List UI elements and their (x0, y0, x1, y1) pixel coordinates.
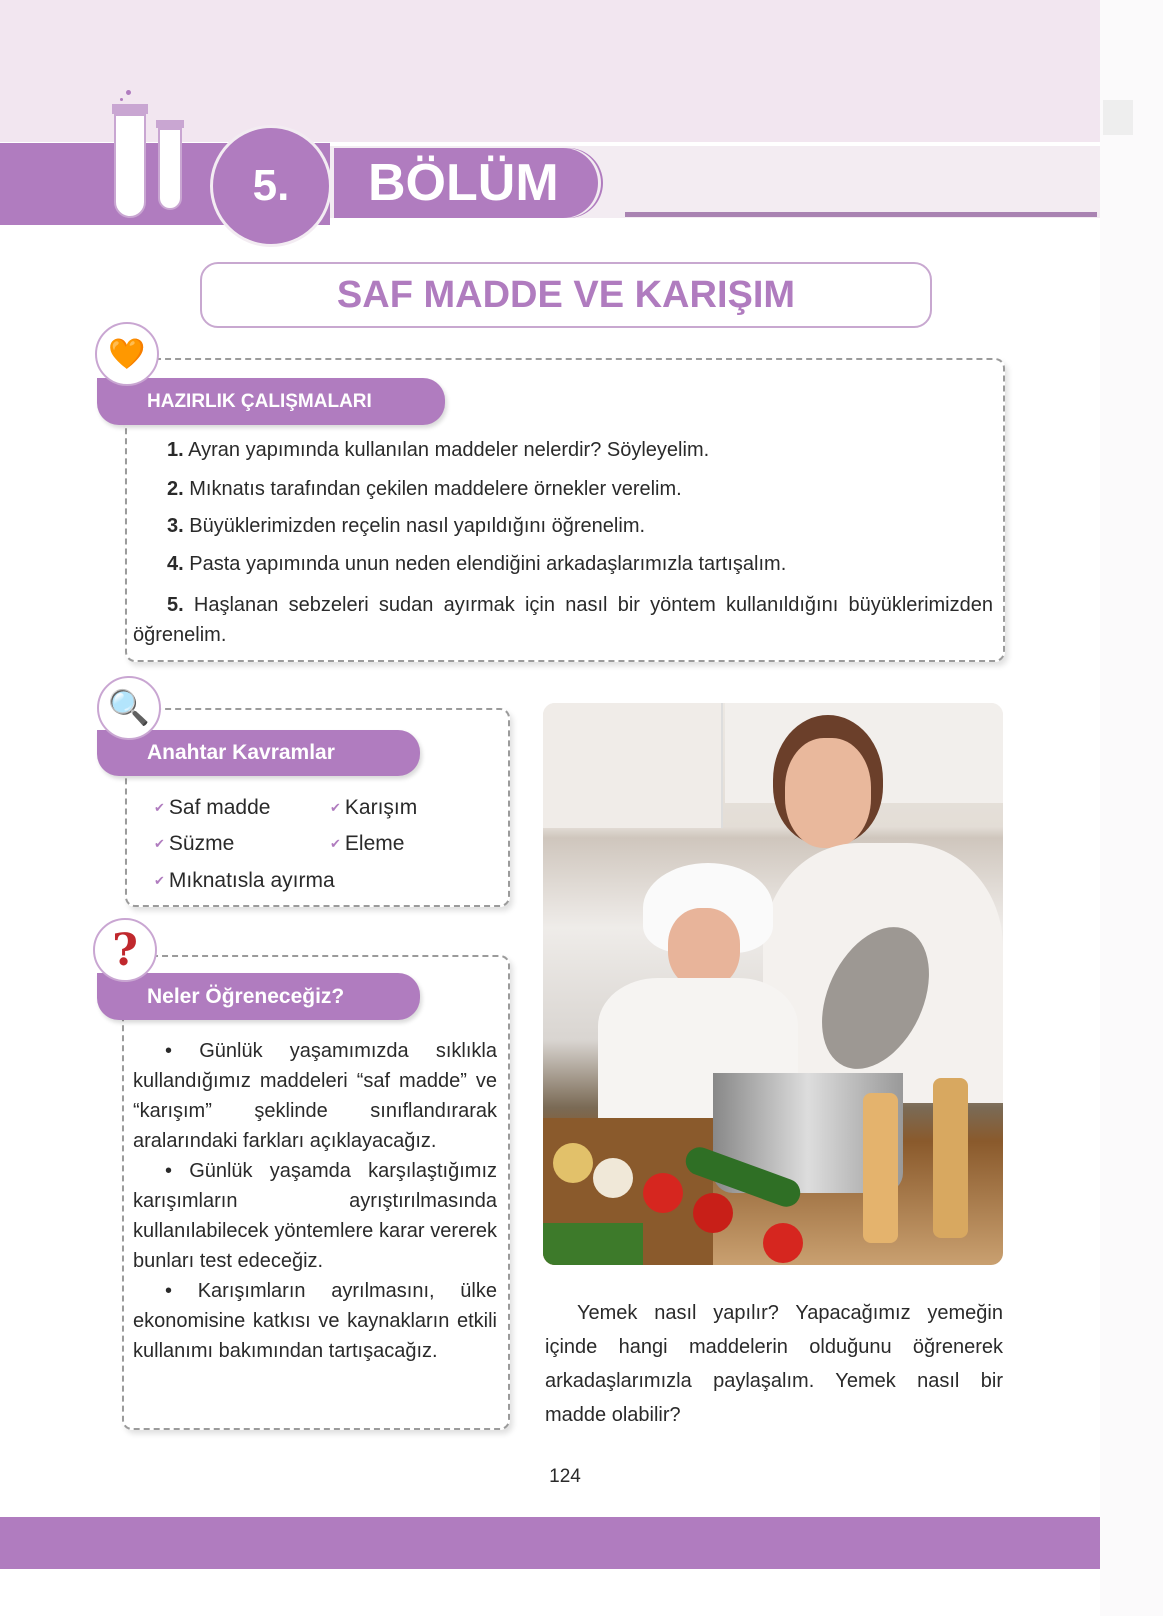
check-icon: ✔ (330, 800, 341, 815)
bottom-bar (0, 1517, 1100, 1569)
key-concepts-heading (97, 730, 420, 776)
learning-paragraph: • Günlük yaşamda karşılaştığımız karışımların ayrıştırılmasında kullanılabilecek yöntemlere karar vererek bunları test edeceğiz. (133, 1160, 497, 1272)
key-concepts-heading-text: Anahtar Kavramlar (147, 741, 335, 764)
preparation-list (133, 438, 993, 650)
list-item: 3. Büyüklerimizden reçelin nasıl yapıldığını öğrenelim. (167, 515, 646, 537)
preparation-heading-text: HAZIRLIK ÇALIŞMALARI (147, 390, 372, 412)
chapter-number: 5. (210, 125, 332, 247)
learning-paragraph: • Karışımların ayrılmasını, ülke ekonomisine katkısı ve kaynakların etkili kullanımı bakımından tartışacağız. (133, 1280, 497, 1362)
learning-text (133, 1036, 497, 1366)
page-edge-tab (1103, 100, 1133, 135)
page-title: SAF MADDE VE KARIŞIM (200, 262, 932, 328)
list-item: 2. Mıknatıs tarafından çekilen maddelere örnekler verelim. (167, 478, 682, 500)
check-icon: ✔ (330, 836, 341, 851)
key-concept: ✔ Saf madde (154, 796, 271, 819)
key-concept: ✔ Süzme (154, 832, 235, 855)
list-item: 4. Pasta yapımında unun neden elendiğini arkadaşlarımızla tartışalım. (167, 553, 787, 575)
test-tubes-icon (108, 90, 188, 220)
list-item: 1. Ayran yapımında kullanılan maddeler nelerdir? Söyleyelim. (167, 439, 710, 461)
page-number: 124 (549, 1466, 581, 1487)
cooking-photo (543, 703, 1003, 1265)
chapter-underline (625, 212, 1097, 217)
key-concept: ✔ Mıknatısla ayırma (154, 869, 335, 892)
check-icon: ✔ (154, 836, 165, 851)
check-icon: ✔ (154, 873, 165, 888)
learning-paragraph: • Günlük yaşamımızda sıklıkla kullandığımız maddeleri “saf madde” ve “karışım” şeklinde sınıflandırarak aralarındaki farkları açıklayacağız. (133, 1040, 497, 1152)
page-edge (1100, 0, 1163, 1616)
key-concept: ✔ Karışım (330, 796, 418, 819)
learning-heading (97, 973, 420, 1020)
preparation-heading (97, 378, 445, 425)
learning-heading-text: Neler Öğreneceğiz? (147, 984, 345, 1008)
chapter-label: BÖLÜM (334, 148, 598, 218)
question-mark-icon: ? (93, 918, 157, 982)
character-icon: 🧡 (95, 322, 159, 386)
magnifier-icon: 🔍 (97, 676, 161, 740)
key-concept: ✔ Eleme (330, 832, 405, 855)
photo-caption: Yemek nasıl yapılır? Yapacağımız yemeğin içinde hangi maddelerin olduğunu öğrenerek arkadaşlarımızla paylaşalım. Yemek nasıl bir madde olabilir? (545, 1302, 1003, 1426)
check-icon: ✔ (154, 800, 165, 815)
list-item: 5. Haşlanan sebzeleri sudan ayırmak için nasıl bir yöntem kullanıldığını büyüklerimizden öğrenelim. (133, 594, 993, 646)
